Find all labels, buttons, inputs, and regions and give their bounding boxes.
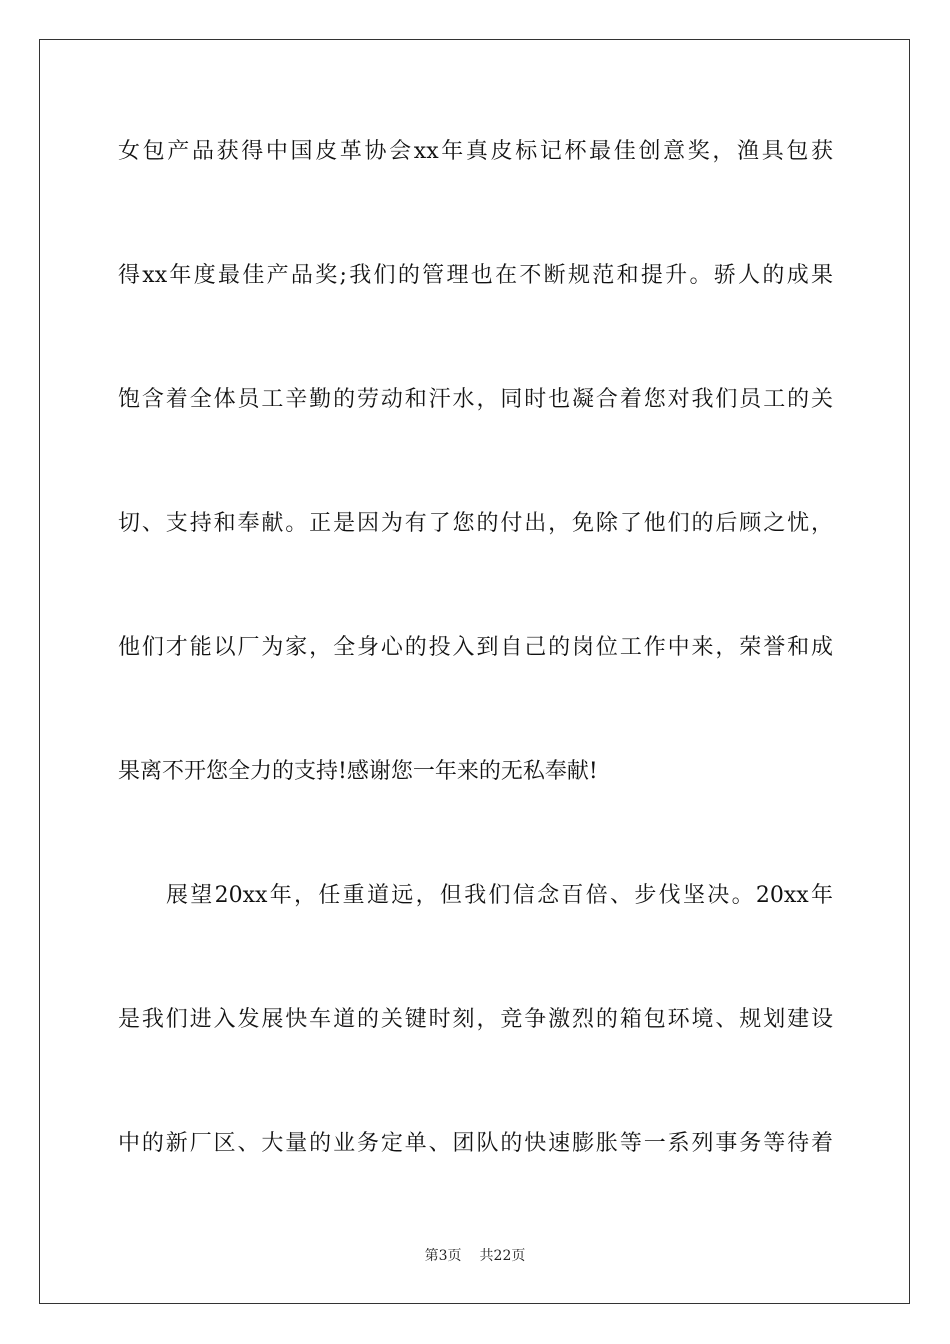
body-text-line: 他们才能以厂为家，全身心的投入到自己的岗位工作中来，荣誉和成 [118, 635, 833, 660]
body-text-line: 女包产品获得中国皮革协会xx年真皮标记杯最佳创意奖，渔具包获 [118, 139, 833, 164]
body-text-line: 中的新厂区、大量的业务定单、团队的快速膨胀等一系列事务等待着 [118, 1131, 833, 1156]
page-number: 第3页 [424, 1248, 462, 1264]
body-text-line: 果离不开您全力的支持!感谢您一年来的无私奉献! [118, 759, 598, 784]
page-frame [39, 39, 910, 1304]
body-text-line: 切、支持和奉献。正是因为有了您的付出，免除了他们的后顾之忧， [118, 511, 833, 536]
body-text-line: 饱含着全体员工辛勤的劳动和汗水，同时也凝合着您对我们员工的关 [118, 387, 833, 412]
page-footer [0, 1247, 950, 1265]
paragraph-first-line: 展望20xx年，任重道远，但我们信念百倍、步伐坚决。20xx年 [166, 883, 833, 908]
body-text-line: 是我们进入发展快车道的关键时刻，竞争激烈的箱包环境、规划建设 [118, 1007, 833, 1032]
body-text-line: 得xx年度最佳产品奖;我们的管理也在不断规范和提升。骄人的成果 [118, 263, 833, 288]
page-total: 共22页 [479, 1248, 526, 1264]
